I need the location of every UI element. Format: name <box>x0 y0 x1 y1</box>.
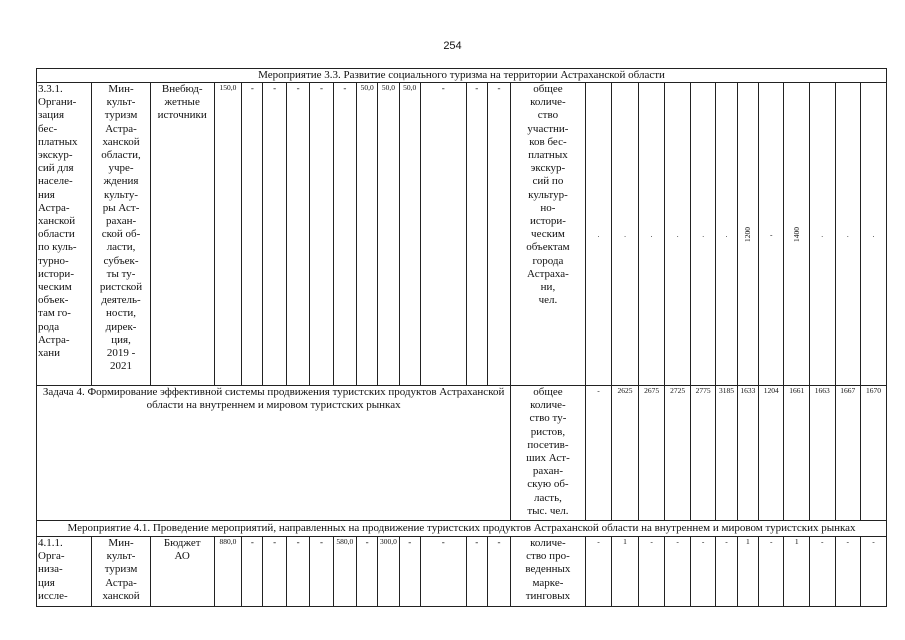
value-vertical: 1200 <box>743 226 753 242</box>
amount-cell: - <box>466 537 487 607</box>
row-4-1-1-indicator: количе- ство про- веденных марке- тинговых <box>511 537 585 607</box>
value-cell: 2775 <box>690 386 716 521</box>
amount-cell: - <box>357 537 378 607</box>
amount-cell: 50,0 <box>378 83 399 386</box>
task-4-text: Задача 4. Формирование эффективной системы продвижения туристских продуктов Астраханской области на внутреннем и мировом туристских рынках <box>37 386 511 521</box>
row-4-1-1-name: 4.1.1. Орга- низа- ция иссле- <box>37 537 92 607</box>
value-cell: . <box>665 83 691 386</box>
row-4-1-1-source: Бюджет АО <box>150 537 214 607</box>
value-cell: - <box>585 537 612 607</box>
measure-3-3-title: Мероприятие 3.3. Развитие социального туризма на территории Астраханской области <box>37 69 887 83</box>
amount-cell: - <box>310 83 333 386</box>
value-cell: . <box>861 83 887 386</box>
amount-cell: - <box>399 537 420 607</box>
value-cell: - <box>861 537 887 607</box>
amount-cell: 50,0 <box>357 83 378 386</box>
program-table <box>36 68 887 607</box>
table-row <box>37 537 887 607</box>
amount-cell: 880,0 <box>214 537 242 607</box>
value-cell: . <box>716 83 737 386</box>
value-cell: 1 <box>737 537 758 607</box>
amount-cell: - <box>310 537 333 607</box>
amount-cell: - <box>286 83 309 386</box>
value-cell: . <box>585 83 612 386</box>
measure-4-1-title: Мероприятие 4.1. Проведение мероприятий, направленных на продвижение туристских продуктов Астраханской области на внутреннем и мировом туристских рынках <box>37 521 887 537</box>
value-cell: 1663 <box>809 386 835 521</box>
row-3-3-1-name: 3.3.1. Органи- зация бес- платных экскур- сий для населе- ния Астра- ханской области по куль- турно- истори- ческим объек- там го- рода Астра- хани <box>37 83 92 386</box>
amount-cell: 150,0 <box>214 83 242 386</box>
value-cell: . <box>835 83 861 386</box>
value-cell: 1670 <box>861 386 887 521</box>
value-vertical: 1400 <box>792 226 802 242</box>
value-cell: 2675 <box>638 386 665 521</box>
amount-cell: - <box>263 537 286 607</box>
amount-cell: - <box>420 537 466 607</box>
row-3-3-1-indicator: общее количе- ство участни- ков бес- платных экскур- сий по культур- но- истори- ческим объектам города Астраха- ни, чел. <box>511 83 585 386</box>
value-cell: - <box>835 537 861 607</box>
amount-cell: 580,0 <box>333 537 356 607</box>
measure-4-1-row <box>37 521 887 537</box>
amount-cell: - <box>420 83 466 386</box>
value-cell: - <box>638 537 665 607</box>
value-cell: - <box>690 537 716 607</box>
value-cell: - <box>665 537 691 607</box>
value-cell: 2725 <box>665 386 691 521</box>
table-row <box>37 83 887 386</box>
value-cell: 1 <box>784 537 810 607</box>
value-cell: - <box>758 537 784 607</box>
page-number: 254 <box>443 40 462 52</box>
value-cell: - <box>716 537 737 607</box>
amount-cell: - <box>487 83 510 386</box>
value-cell <box>784 83 810 386</box>
amount-cell: - <box>263 83 286 386</box>
value-cell <box>737 83 758 386</box>
value-cell: . <box>809 83 835 386</box>
row-4-1-1-executor: Мин- культ- туризм Астра- ханской <box>92 537 150 607</box>
row-3-3-1-executor: Мин- культ- туризм Астра- ханской области, учре- ждения культу- ры Аст- рахан- ской об- ласти, субъек- ты ту- ристской деятель- ности, дирек- ция, 2019 - 2021 <box>92 83 150 386</box>
amount-cell: - <box>487 537 510 607</box>
value-cell: - <box>585 386 612 521</box>
task-4-row <box>37 386 887 521</box>
value-cell: . <box>638 83 665 386</box>
value-cell: 1 <box>612 537 639 607</box>
value-cell: 3185 <box>716 386 737 521</box>
amount-cell: - <box>286 537 309 607</box>
value-cell: 2625 <box>612 386 639 521</box>
value-cell: 1667 <box>835 386 861 521</box>
value-cell: - <box>809 537 835 607</box>
amount-cell: 50,0 <box>399 83 420 386</box>
row-3-3-1-source: Внебюд- жетные источники <box>150 83 214 386</box>
value-cell: . <box>612 83 639 386</box>
amount-cell: 300,0 <box>378 537 399 607</box>
measure-3-3-row <box>37 69 887 83</box>
value-cell: - <box>758 83 784 386</box>
task-4-indicator: общее количе- ство ту- ристов, посетив- ших Аст- рахан- скую об- ласть, тыс. чел. <box>511 386 585 521</box>
value-cell: 1633 <box>737 386 758 521</box>
amount-cell: - <box>242 537 263 607</box>
amount-cell: - <box>333 83 356 386</box>
amount-cell: - <box>242 83 263 386</box>
value-cell: 1661 <box>784 386 810 521</box>
amount-cell: - <box>466 83 487 386</box>
value-cell: . <box>690 83 716 386</box>
value-cell: 1204 <box>758 386 784 521</box>
